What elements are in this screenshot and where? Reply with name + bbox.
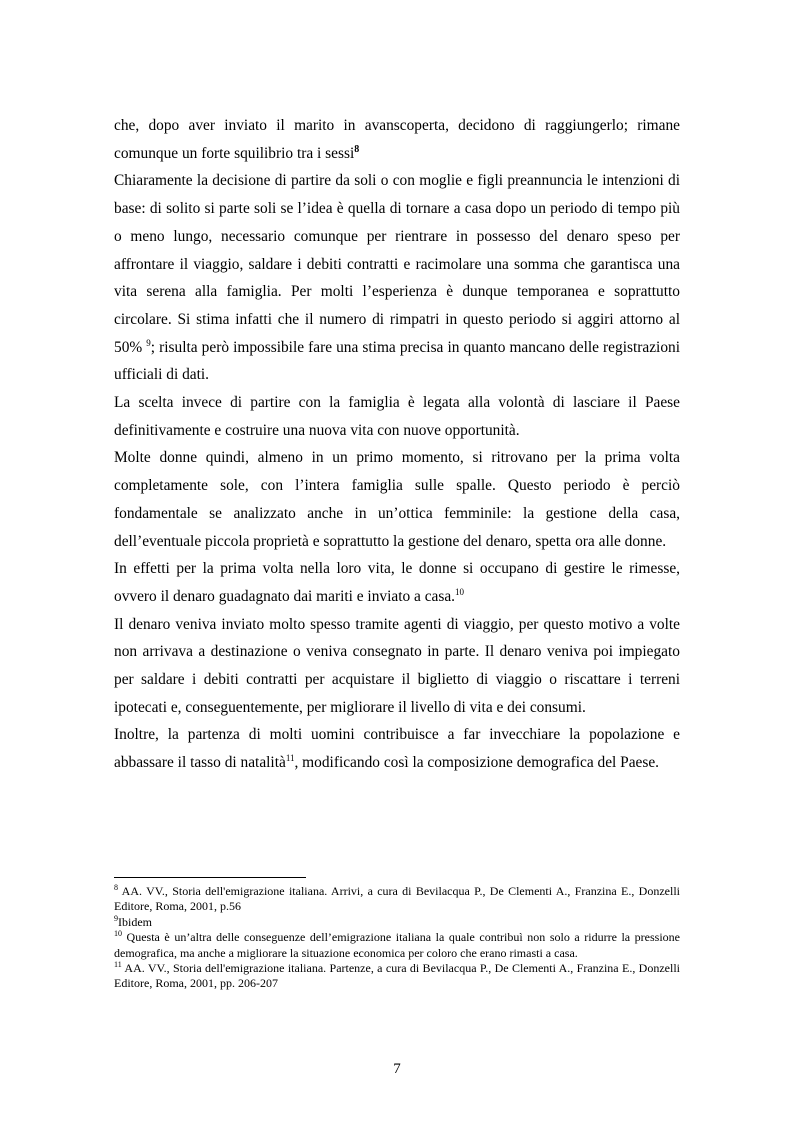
paragraph-2: [114, 167, 680, 389]
paragraph-text-after: ; risulta però impossibile fare una stima precisa in quanto mancano delle registrazioni ufficiali di dati.: [114, 338, 680, 384]
paragraph-text: La scelta invece di partire con la famiglia è legata alla volontà di lasciare il Paese definitivamente e costruire una nuova vita con nuove opportunità.: [114, 394, 680, 439]
footnote-text: AA. VV., Storia dell'emigrazione italiana. Arrivi, a cura di Bevilacqua P., De Clementi A., Franzina E., Donzelli Editore, Roma, 2001, p.56: [114, 884, 680, 914]
footnote-10: [114, 930, 680, 961]
paragraph-text: In effetti per la prima volta nella loro vita, le donne si occupano di gestire le rimesse, ovvero il denaro guadagnato dai mariti e inviato a casa.: [114, 560, 680, 605]
footnote-text: AA. VV., Storia dell'emigrazione italiana. Partenze, a cura di Bevilacqua P., De Clementi A., Franzina E., Donzelli Editore, Roma, 2001, pp. 206-207: [114, 961, 680, 991]
paragraph-1: [114, 112, 680, 167]
footnote-ref-10[interactable]: 10: [455, 586, 465, 597]
page-number: 7: [393, 1061, 401, 1077]
paragraph-6: [114, 611, 680, 722]
footnote-11: [114, 961, 680, 992]
body-text: [114, 112, 680, 777]
footnote-number: 10: [114, 929, 122, 939]
paragraph-text: Molte donne quindi, almeno in un primo momento, si ritrovano per la prima volta completamente sole, con l’intera famiglia sulle spalle. Questo periodo è perciò fondamentale se analizzato anche in un’ottica femminile: la gestione della casa, dell’eventuale piccola proprietà e soprattutto la gestione del denaro, spetta ora alle donne.: [114, 449, 680, 550]
paragraph-text: Inoltre, la partenza di molti uomini contribuisce a far invecchiare la popolazione e abbassare il tasso di natalità: [114, 726, 680, 772]
footnote-ref-9[interactable]: 9: [146, 337, 151, 348]
paragraph-7: [114, 721, 680, 776]
footnotes: [114, 884, 680, 992]
footnote-separator: [114, 877, 306, 878]
paragraph-text-after: , modificando così la composizione demografica del Paese.: [294, 754, 660, 772]
footnote-ref-11[interactable]: 11: [285, 753, 295, 764]
paragraph-text: Chiaramente la decisione di partire da soli o con moglie e figli preannuncia le intenzioni di base: di solito si parte soli se l’idea è quella di tornare a casa dopo un periodo di tempo più o meno lungo, necessario comunque per rientrare in possesso del denaro speso per affrontare il viaggio, saldare i debiti contratti e racimolare una somma che garantisca una vita serena alla famiglia. Per molti l’esperienza è dunque temporanea e soprattutto circolare. Si stima infatti che il numero di rimpatri in questo periodo si aggiri attorno al 50%: [114, 172, 680, 356]
footnote-number: 9: [114, 913, 118, 923]
footnote-text: Questa è un’altra delle conseguenze dell’emigrazione italiana la quale contribuì non solo a ridurre la pressione demografica, ma anche a migliorare la situazione economica per coloro che erano rimasti a casa.: [114, 930, 680, 960]
paragraph-3: [114, 389, 680, 444]
footnote-number: 8: [114, 883, 118, 892]
footnote-number: 11: [114, 960, 122, 970]
footnote-text: Ibidem: [118, 914, 152, 929]
paragraph-4: [114, 444, 680, 555]
footnote-ref-8[interactable]: 8: [354, 143, 360, 155]
footnote-8: [114, 884, 680, 915]
paragraph-5: [114, 555, 680, 610]
paragraph-text: Il denaro veniva inviato molto spesso tramite agenti di viaggio, per questo motivo a volte non arrivava a destinazione o veniva consegnato in parte. Il denaro veniva poi impiegato per saldare i debiti contratti per acquistare il biglietto di viaggio o riscattare i terreni ipotecati e, conseguentemente, per migliorare il livello di vita e dei consumi.: [114, 615, 680, 716]
paragraph-text: che, dopo aver inviato il marito in avanscoperta, decidono di raggiungerlo; rimane comunque un forte squilibrio tra i sessi: [114, 117, 680, 162]
footnote-9: [114, 915, 680, 930]
